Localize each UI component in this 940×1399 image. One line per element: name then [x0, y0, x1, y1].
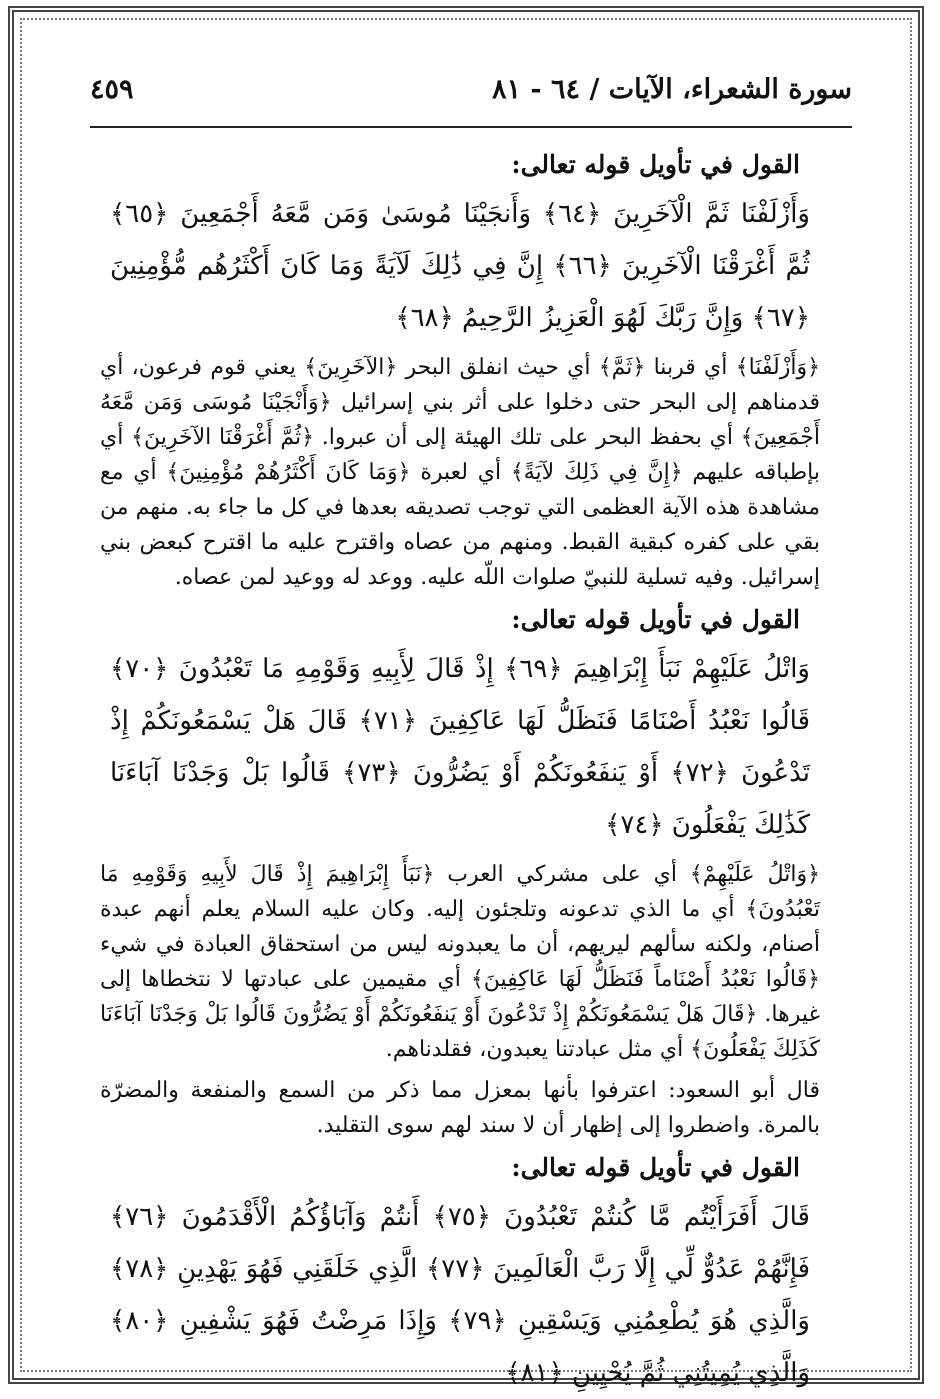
quran-verses: قَالَ أَفَرَأَيْتُم مَّا كُنتُمْ تَعْبُدُونَ ﴿٧٥﴾ أَنتُمْ وَآبَاؤُكُمُ الْأَقْدَمُونَ ﴿٧٦﴾ فَإِنَّهُمْ عَدُوٌّ لِّي إِلَّا رَبَّ الْعَالَمِينَ ﴿٧٧﴾ الَّذِي خَلَقَنِي فَهُوَ يَهْدِينِ ﴿٧٨﴾ وَالَّذِي هُوَ يُطْعِمُنِي وَيَسْقِينِ ﴿٧٩﴾ وَإِذَا مَرِضْتُ فَهُوَ يَشْفِينِ ﴿٨٠﴾ وَالَّذِي يُمِيتُنِي ثُمَّ يُحْيِينِ ﴿٨١﴾ [110, 1202, 810, 1388]
surah-title: سورة الشعراء، الآيات / ٦٤ - ٨١ [492, 74, 852, 105]
quran-verses: وَاتْلُ عَلَيْهِمْ نَبَأَ إِبْرَاهِيمَ ﴿٦٩﴾ إِذْ قَالَ لِأَبِيهِ وَقَوْمِهِ مَا تَعْبُدُونَ ﴿٧٠﴾ قَالُوا نَعْبُدُ أَصْنَامًا فَنَظَلُّ لَهَا عَاكِفِينَ ﴿٧١﴾ قَالَ هَلْ يَسْمَعُونَكُمْ إِذْ تَدْعُونَ ﴿٧٢﴾ أَوْ يَنفَعُونَكُمْ أَوْ يَضُرُّونَ ﴿٧٣﴾ قَالُوا بَلْ وَجَدْنَا آبَاءَنَا كَذَٰلِكَ يَفْعَلُونَ ﴿٧٤﴾ [110, 654, 811, 840]
quran-verses: وَأَزْلَفْنَا ثَمَّ الْآخَرِينَ ﴿٦٤﴾ وَأَنجَيْنَا مُوسَىٰ وَمَن مَّعَهُ أَجْمَعِينَ ﴿٦٥﴾ ثُمَّ أَغْرَقْنَا الْآخَرِينَ ﴿٦٦﴾ إِنَّ فِي ذَٰلِكَ لَآيَةً وَمَا كَانَ أَكْثَرُهُم مُّؤْمِنِينَ ﴿٦٧﴾ وَإِنَّ رَبَّكَ لَهُوَ الْعَزِيزُ الرَّحِيمُ ﴿٦٨﴾ [110, 199, 810, 333]
tafsir-paragraph: قال أبو السعود: اعترفوا بأنها بمعزل مما ذكر من السمع والمنفعة والمضرّة بالمرة. واضطروا إلى إظهار أن لا سند لهم سوى التقليد. [100, 1078, 820, 1138]
section-heading: القول في تأويل قوله تعالى: [511, 1153, 800, 1182]
tafsir-paragraph: ﴿وَأَزْلَفْنَا﴾ أي قربنا ﴿ثَمَّ﴾ أي حيث انفلق البحر ﴿الآخَرِينَ﴾ يعني قوم فرعون، أي قدمناهم إلى البحر حتى دخلوا على أثر بني إسرائيل ﴿وَأَنْجَيْنَا مُوسَى وَمَن مَّعَهُ أَجْمَعِينَ﴾ أي بحفظ البحر على تلك الهيئة إلى أن عبروا. ﴿ثُمَّ أَغْرَقْنَا الآخَرِينَ﴾ أي بإطباقه عليهم ﴿إِنَّ فِي ذَلِكَ لآيَةً﴾ أي لعبرة ﴿وَمَا كَانَ أَكْثَرُهُمْ مُؤْمِنِينَ﴾ أي مع مشاهدة هذه الآية العظمى التي توجب تصديقه بعدها في كل ما جاء به. منهم من بقي على كفره كبقية القبط. ومنهم من عصاه واقترح عليه ما اقترح كبعض بني إسرائيل. وفيه تسلية للنبيّ صلوات اللّه عليه. ووعد له ووعيد لمن عصاه. [100, 355, 820, 590]
section-heading: القول في تأويل قوله تعالى: [511, 150, 800, 179]
tafsir-paragraph: ﴿وَاتْلُ عَلَيْهِمْ﴾ أي على مشركي العرب ﴿نَبَأَ إِبْرَاهِيمَ إِذْ قَالَ لأَبِيهِ وَقَوْمِهِ مَا تَعْبُدُونَ﴾ أي ما الذي تدعونه وتلجئون إليه. وكان عليه السلام يعلم أنهم عبدة أصنام، ولكنه سألهم ليريهم، أن ما يعبدونه ليس من استحقاق العبادة في شيء ﴿قَالُوا نَعْبُدُ أَصْنَاماً فَنَظَلُّ لَهَا عَاكِفِينَ﴾ أي مقيمين على عبادتها لا نتخطاها إلى غيرها. ﴿قَالَ هَلْ يَسْمَعُونَكُمْ إِذْ تَدْعُونَ أَوْ يَنفَعُونَكُمْ أَوْ يَضُرُّونَ قَالُوا بَلْ وَجَدْنَا آبَاءَنَا كَذَلِكَ يَفْعَلُونَ﴾ أي مثل عبادتنا يعبدون، فقلدناهم. [100, 862, 820, 1062]
section-heading: القول في تأويل قوله تعالى: [511, 605, 800, 634]
page-header [90, 66, 852, 128]
page-number: ٤٥٩ [90, 74, 134, 105]
page-content [100, 140, 820, 1388]
